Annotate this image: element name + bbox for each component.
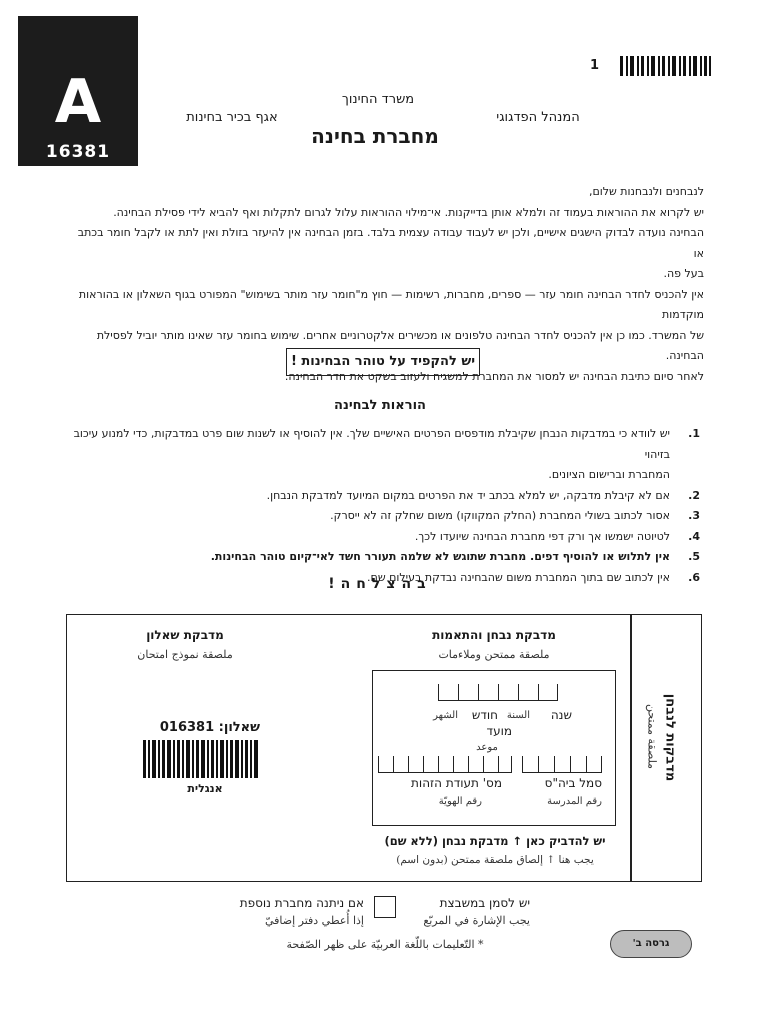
- extra-notebook-checkbox[interactable]: [374, 896, 396, 918]
- sticker-divider: [630, 614, 632, 882]
- instruction-item: 6. אין לכתוב שם בתוך המחברת משום שהבחינה נבדקת בעילום שם.: [367, 570, 700, 584]
- year-label-ar: السنة: [506, 710, 530, 721]
- arabic-instructions-note: * التّعليمات باللّغة العربيّة على ظهر الصّفحة: [286, 938, 484, 951]
- school-code-label-ar: رقم المدرسة: [547, 796, 602, 807]
- month-label-ar: الشهر: [433, 710, 458, 721]
- exam-code-box: [18, 16, 138, 166]
- version-badge: גרסה ב': [610, 930, 692, 958]
- year-label: שנה: [550, 708, 572, 722]
- month-label: חודש: [471, 708, 498, 722]
- intro-line: אין להכניס לחדר הבחינה חומר עזר — ספרים, מחברות, רשימות — חוץ מ"חומר עזר מותר בשימוש" המפורט בגוף השאלון או בהוראות מוקדמות: [78, 287, 704, 321]
- intro-line: לנבחנים ולנבחנות שלום,: [588, 185, 704, 198]
- ministry-label: משרד החינוך: [341, 92, 415, 107]
- session-label-ar: موعد: [476, 742, 498, 753]
- date-fields: [438, 684, 558, 701]
- intro-line: יש לקרוא את ההוראות בעמוד זה ולמלא אותן בדייקנות. אי־מילוי ההוראות עלול לגרום לתקלות ואף להביא לידי פסילת הבחינה.: [113, 205, 704, 219]
- intro-line: לאחר סיום כתיבת הבחינה יש למסור את המחברת למשגיח ולעזוב בשקט את חדר הבחינה.: [284, 369, 704, 383]
- side-label-ar: ملصقة ممتحن: [645, 703, 659, 770]
- exams-dept-label: אגף בכיר בחינות: [186, 110, 278, 125]
- school-code-fields: [522, 756, 602, 773]
- instructions-title: הוראות לבחינה: [334, 398, 426, 413]
- questionnaire-sticker-title: מדבקת שאלון: [146, 628, 224, 642]
- school-code-label: סמל ביה"ס: [544, 776, 602, 790]
- instruction-item: 2. אם לא קיבלת מדבקה, יש למלא בכתב יד את הפרטים במקום המיועד למדבקת הנבחן.: [266, 488, 700, 502]
- pedagogy-label: המנהל הפדגוגי: [496, 110, 580, 125]
- session-label: מועד: [486, 724, 512, 738]
- intro-line: הבחינה נועדה לבדוק הישגים אישיים, ולכן יש לעבוד עבודה עצמית בלבד. בזמן הבחינה אין להיעזר בזולת ואין לתת או לקבל חומר בכתב או: [77, 226, 704, 260]
- side-label: מדבקות לנבחן: [662, 693, 678, 782]
- examinee-sticker-title-ar: ملصقة ممتحن وملاءمات: [438, 648, 550, 661]
- instruction-item: 5. אין לתלוש או להוסיף דפים. מחברת שתוגש לא שלמה תעורר חשד לאי־קיום טוהר הבחינות.: [210, 550, 700, 563]
- page-title: מחברת בחינה: [311, 124, 439, 148]
- mark-check-label: יש לסמן במשבצת: [439, 896, 530, 910]
- page-number: 1: [590, 58, 600, 73]
- integrity-warning: יש להקפיד על טוהר הבחינות !: [286, 348, 480, 376]
- id-number-label-ar: رقم الهويّة: [438, 796, 482, 807]
- stick-here-label: יש להדביק כאן ↑ מדבקת נבחן (ללא שם): [384, 834, 606, 848]
- good-luck-text: בהצלחה!: [328, 576, 432, 592]
- id-number-fields: [378, 756, 512, 773]
- exam-language: אנגלית: [187, 782, 223, 795]
- side-label-wrap: [640, 660, 700, 830]
- instructions-list: [64, 424, 700, 588]
- mark-check-label-ar: يجب الإشارة في المربّع: [423, 914, 530, 927]
- intro-line: בעל פה.: [663, 267, 704, 280]
- stick-here-label-ar: يجب هنا ↑ إلصاق ملصقة ممتحن (بدون اسم): [396, 854, 594, 866]
- exam-code-letter: A: [54, 67, 102, 137]
- extra-book-label: אם ניתנה מחברת נוספת: [239, 896, 364, 910]
- intro-line: של המשרד. כמו כן אין להכניס לחדר הבחינה טלפונים או מכשירים אלקטרוניים אחרים. שימוש בחומר עזר שאינו מותר יוביל לפסילת הבחינה.: [96, 328, 704, 362]
- instruction-item: 1. יש לוודא כי במדבקות הנבחן שקיבלת מודפסים הפרטים האישיים שלך. אין להוסיף או לשנות שום פרט במדבקות, כדי למנוע עיכוב בזיהוי המחברת וברישום הציונים.: [73, 427, 700, 481]
- examinee-sticker-title: מדבקת נבחן והתאמות: [432, 628, 556, 642]
- questionnaire-number: שאלון: 016381: [159, 720, 260, 735]
- extra-book-label-ar: إذا أُعطي دفتر إضافيّ: [264, 914, 364, 927]
- page-barcode: [620, 56, 712, 76]
- exam-code-number: 16381: [45, 142, 111, 162]
- instruction-item: 4. לטיוטה ישמשו אך ורק דפי מחברת הבחינה שיועדו לכך.: [414, 529, 700, 543]
- instruction-item: 3. אסור לכתוב בשולי המחברת (החלק המקווקו) משום שחלק זה לא ייסרק.: [330, 509, 700, 522]
- questionnaire-barcode: [143, 740, 261, 778]
- questionnaire-sticker-title-ar: ملصقة نموذج امتحان: [137, 648, 233, 661]
- id-number-label: מס' תעודת הזהות: [411, 776, 502, 790]
